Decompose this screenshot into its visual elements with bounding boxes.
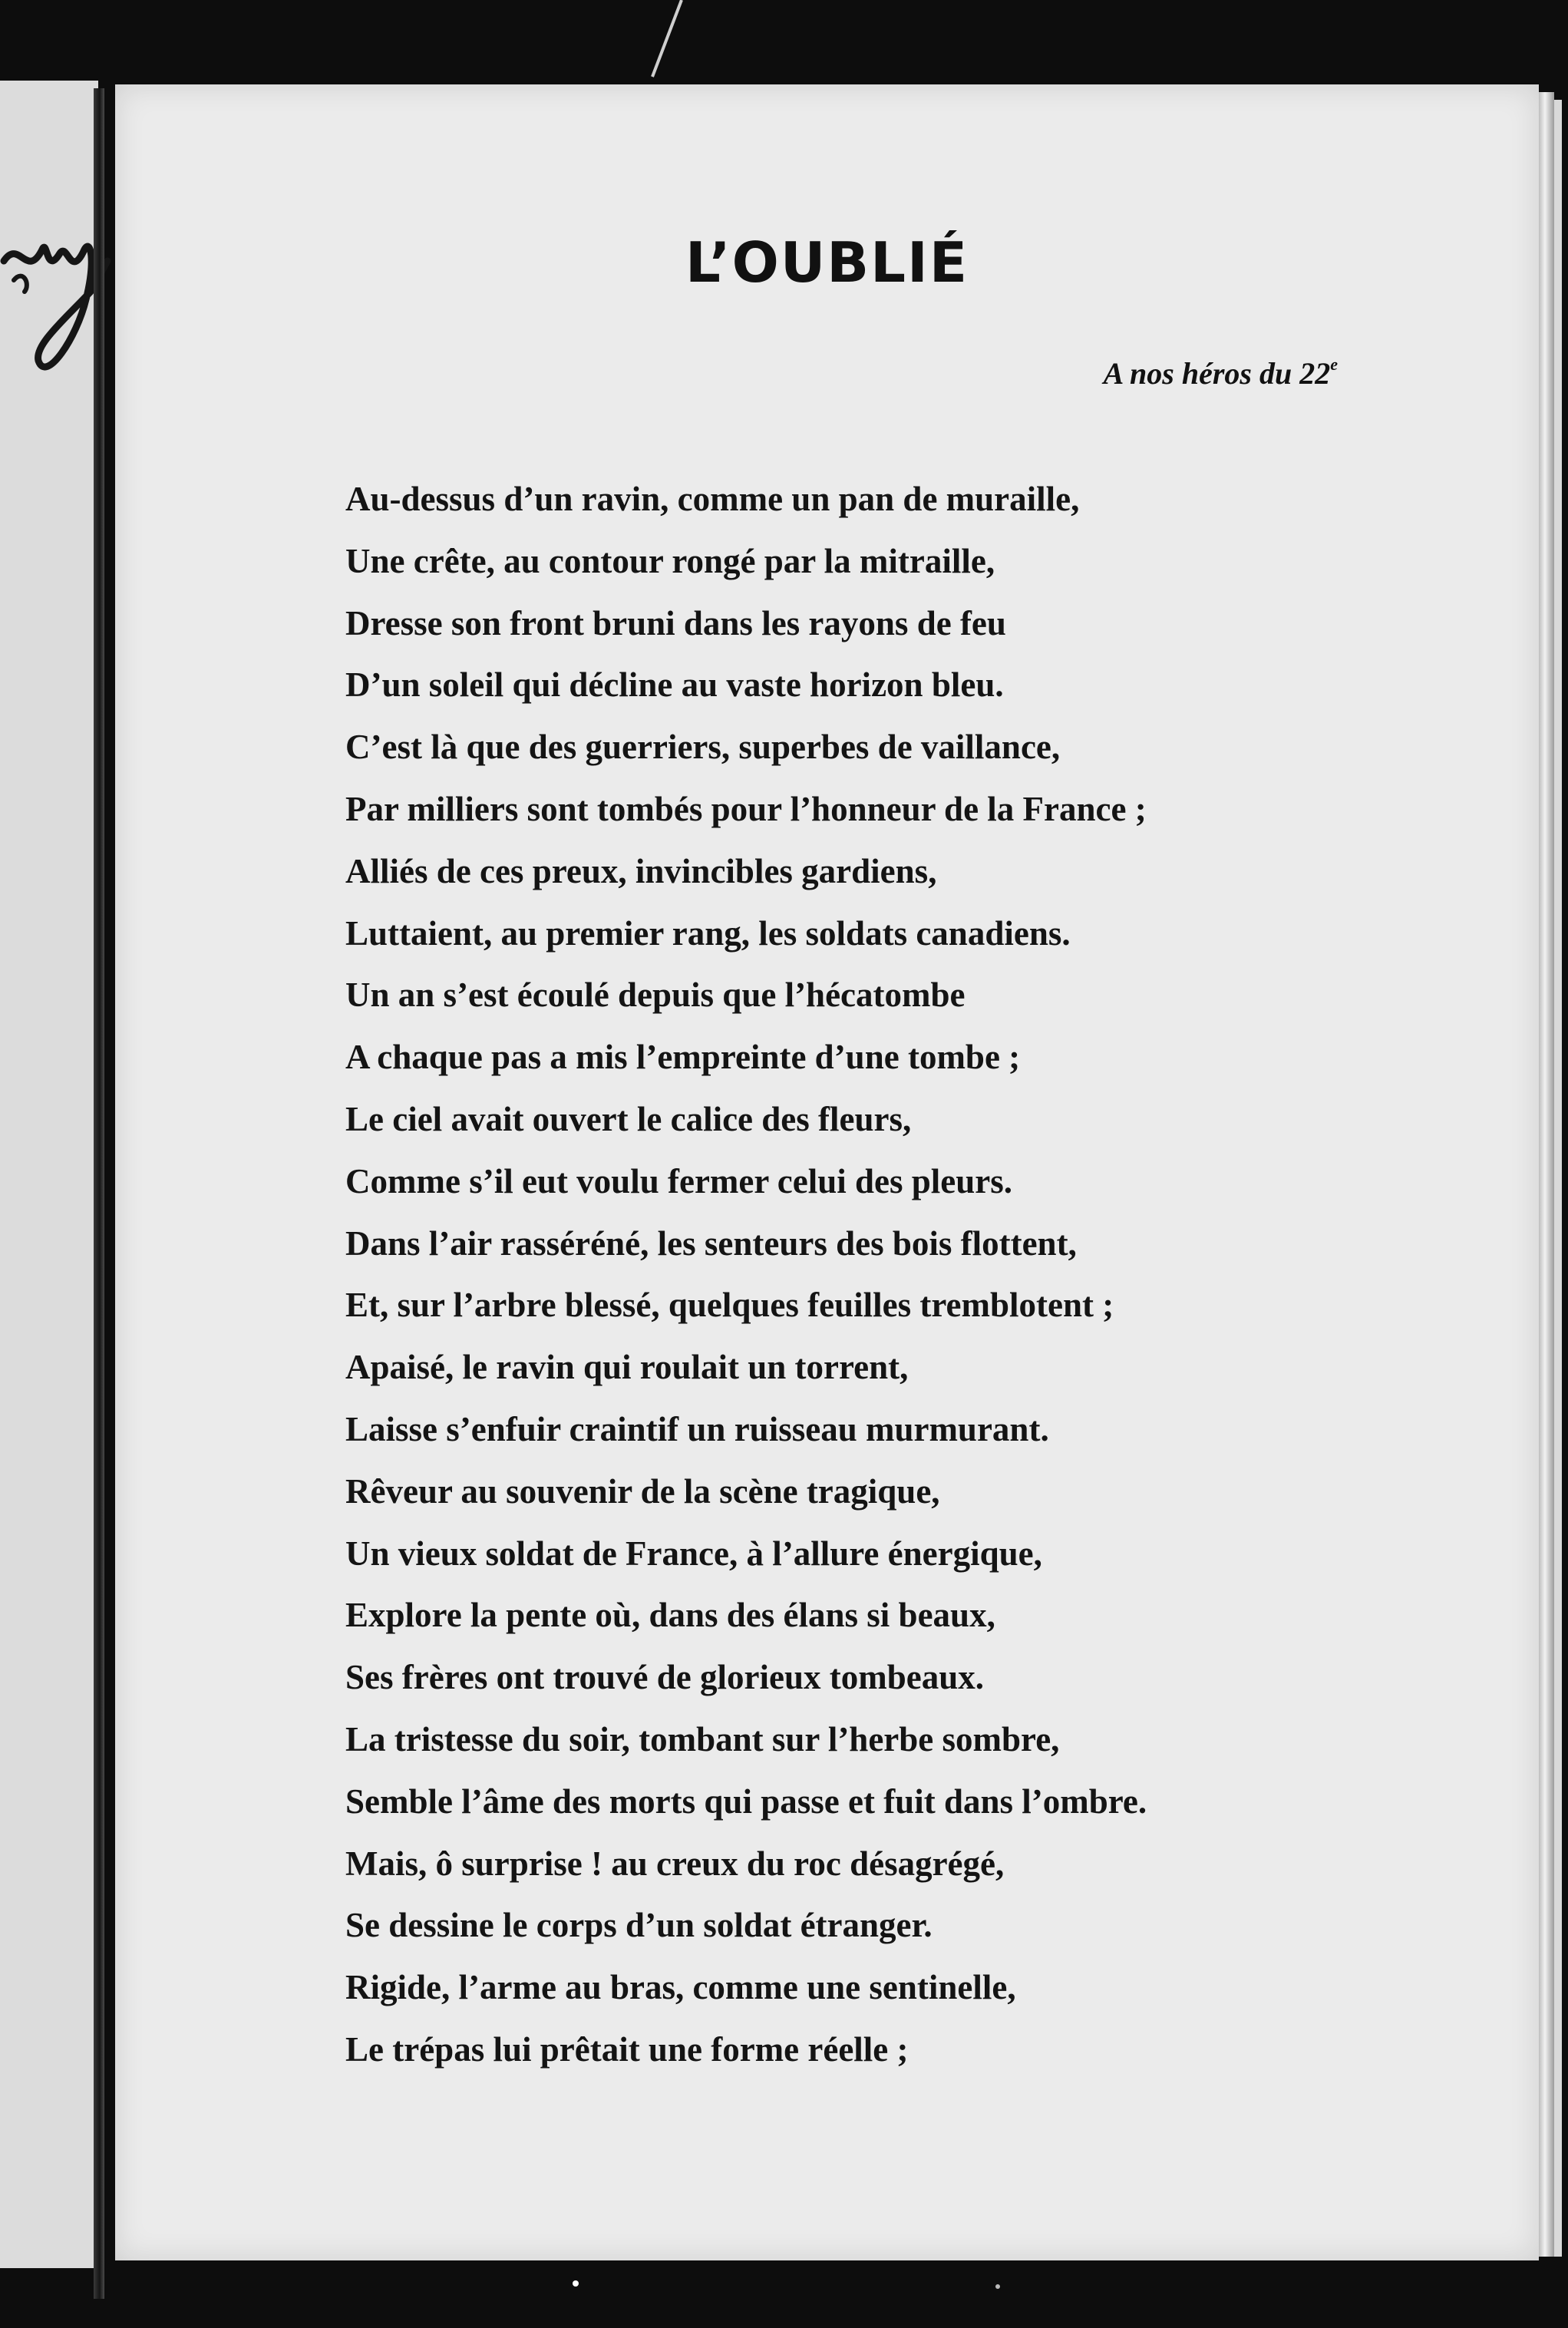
- dedication-text: A nos héros du 22: [1103, 356, 1331, 391]
- poem-line: Et, sur l’arbre blessé, quelques feuilles tremblotent ;: [345, 1286, 1114, 1325]
- poem-line: Laisse s’enfuir craintif un ruisseau murmurant.: [345, 1409, 1049, 1448]
- poem-line: Le ciel avait ouvert le calice des fleurs,: [345, 1099, 912, 1138]
- poem-line: Dans l’air rasséréné, les senteurs des bois flottent,: [345, 1223, 1077, 1263]
- poem-line: Se dessine le corps d’un soldat étranger.: [345, 1906, 933, 1945]
- poem-line: Semble l’âme des morts qui passe et fuit dans l’ombre.: [345, 1781, 1147, 1821]
- poem-body: [345, 468, 1358, 2081]
- page-edge-right-inner: [1554, 100, 1562, 2257]
- poem-line: A chaque pas a mis l’empreinte d’une tombe ;: [345, 1038, 1021, 1077]
- poem-line: Comme s’il eut voulu fermer celui des pleurs.: [345, 1161, 1013, 1200]
- poem-line: Ses frères ont trouvé de glorieux tombeaux.: [345, 1658, 984, 1697]
- poem-line: Par milliers sont tombés pour l’honneur de la France ;: [345, 789, 1147, 828]
- dedication-superscript: e: [1330, 355, 1338, 374]
- poem-line: Luttaient, au premier rang, les soldats canadiens.: [345, 913, 1071, 953]
- binding-edge: [94, 88, 104, 2299]
- poem-line: Alliés de ces preux, invincibles gardiens,: [345, 851, 937, 890]
- poem-line: Une crête, au contour rongé par la mitraille,: [345, 541, 995, 580]
- poem-line: Le trépas lui prêtait une forme réelle ;: [345, 2029, 909, 2069]
- poem-line: Au-dessus d’un ravin, comme un pan de muraille,: [345, 480, 1080, 518]
- poem-line: La tristesse du soir, tombant sur l’herbe sombre,: [345, 1719, 1060, 1758]
- poem-title: L’OUBLIÉ: [685, 230, 969, 295]
- poem-line: Apaisé, le ravin qui roulait un torrent,: [345, 1348, 909, 1387]
- poem-line: Rêveur au souvenir de la scène tragique,: [345, 1471, 940, 1511]
- poem-line: Explore la pente où, dans des élans si beaux,: [345, 1596, 995, 1635]
- facing-page-fragment: [0, 81, 98, 2268]
- poem-line: C’est là que des guerriers, superbes de vaillance,: [345, 728, 1061, 767]
- poem-line: Un an s’est écoulé depuis que l’hécatombe: [345, 976, 966, 1015]
- paper-crease-mark: [645, 0, 691, 81]
- poem-line: D’un soleil qui décline au vaste horizon bleu.: [345, 665, 1004, 705]
- poem-dedication: [1104, 355, 1338, 391]
- scan-noise-marks: [115, 2268, 1539, 2299]
- poem-line: Un vieux soldat de France, à l’allure énergique,: [345, 1534, 1042, 1573]
- poem-line: Rigide, l’arme au bras, comme une sentinelle,: [345, 1968, 1016, 2007]
- poem-line: Mais, ô surprise ! au creux du roc désagrégé,: [345, 1844, 1005, 1883]
- poem-line: Dresse son front bruni dans les rayons de feu: [345, 603, 1006, 642]
- page-edge-right: [1539, 92, 1554, 2257]
